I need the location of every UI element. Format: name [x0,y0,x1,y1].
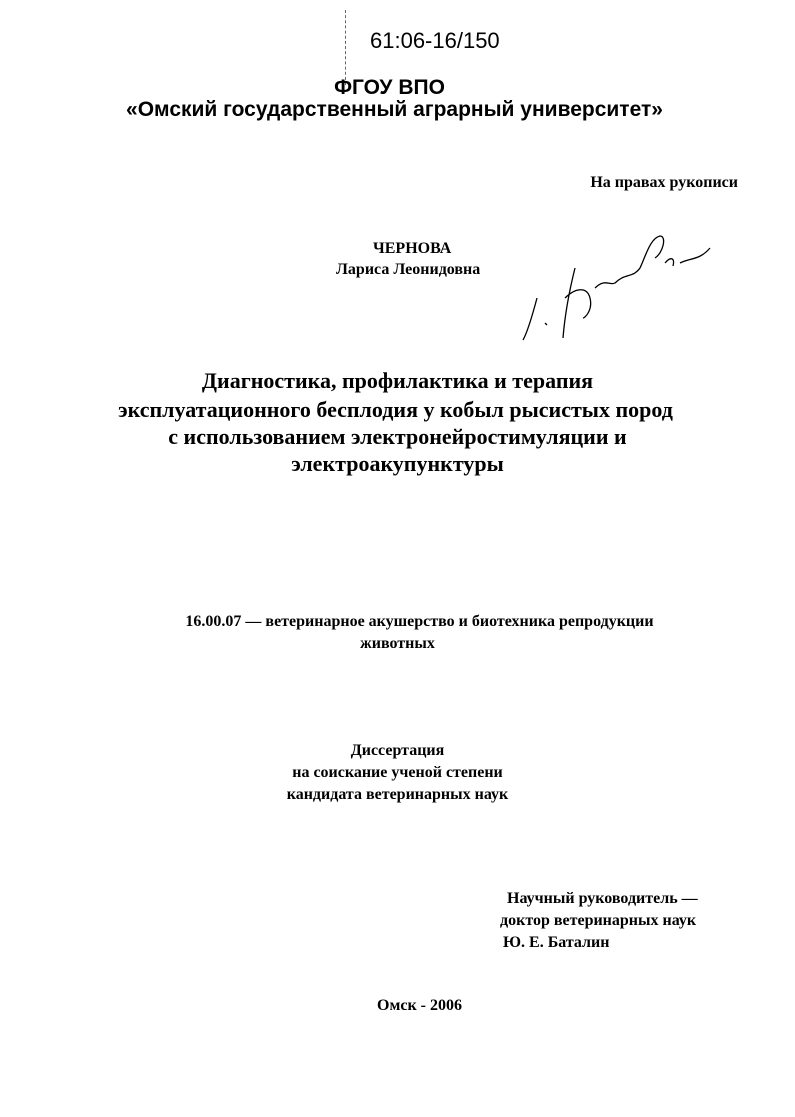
specialty-code: 16.00.07 — ветеринарное акушерство и биотехника репродукции [185,613,654,630]
advisor-degree: доктор ветеринарных наук [500,912,697,929]
title-line: электроакупунктуры [291,451,504,476]
specialty-continued: животных [360,635,435,652]
manuscript-note: На правах рукописи [590,174,738,191]
degree-line: на соискание ученой степени [292,764,503,781]
institution-abbr: ФГОУ ВПО [334,76,445,99]
title-line: Диагностика, профилактика и терапия [201,368,594,393]
author-given-names: Лариса Леонидовна [336,261,481,278]
place-year: Омск - 2006 [377,997,462,1014]
advisor-name: Ю. Е. Баталин [503,934,610,951]
catalog-number: 61:06-16/150 [370,28,500,53]
title-line: эксплуатационного бесплодия у кобыл рысистых пород [118,397,673,422]
scan-artifact-line [345,10,346,85]
advisor-label: Научный руководитель — [507,890,698,907]
degree-line: Диссертация [350,742,445,759]
author-signature [515,228,715,348]
degree-line: кандидата ветеринарных наук [286,786,509,803]
institution-name: «Омский государственный аграрный университет» [126,98,663,121]
author-surname: ЧЕРНОВА [373,240,452,257]
title-line: с использованием электронейростимуляции и [168,424,627,449]
